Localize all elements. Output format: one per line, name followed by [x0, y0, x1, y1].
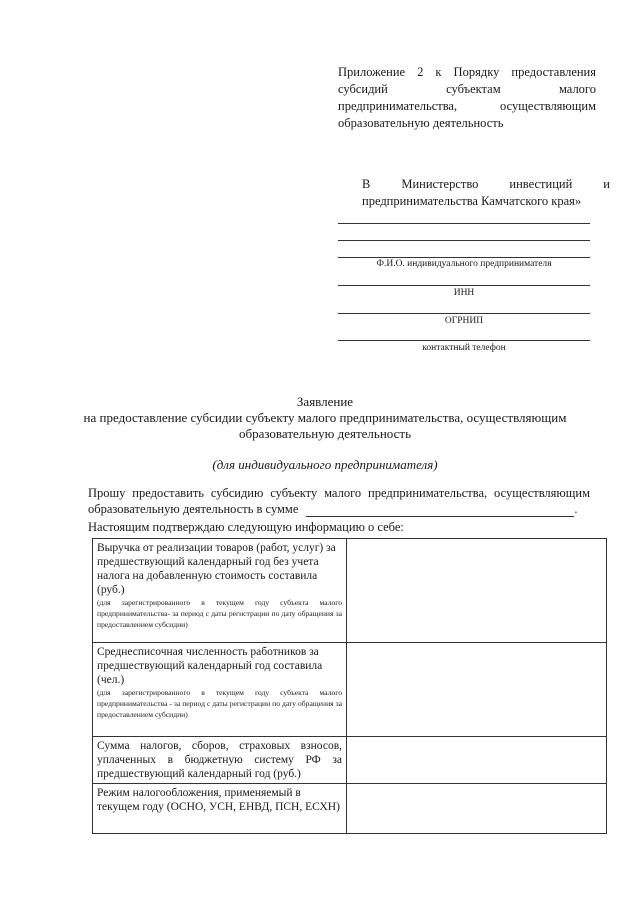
addressee-word: инвестиций	[509, 177, 573, 191]
table-row	[93, 737, 607, 784]
question-text: Выручка от реализации товаров (работ, услуг) за предшествующий календарный год без учета налога на добавленную стоимость составила (руб.)	[97, 542, 336, 596]
request-paragraph	[88, 485, 590, 517]
answer-cell[interactable]	[347, 643, 607, 737]
confirm-text: Настоящим подтверждаю следующую информацию о себе:	[88, 520, 404, 534]
answer-cell[interactable]	[347, 784, 607, 834]
question-cell	[93, 784, 347, 834]
info-table	[92, 538, 607, 834]
ogrnip-caption: ОГРНИП	[444, 316, 484, 326]
question-note: (для зарегистрированного в текущем году субъекта малого предпринимательства- за период с даты регистрации по дату обращения за предоставлением субсидии)	[97, 598, 342, 629]
phone-caption: контактный телефон	[422, 343, 506, 353]
appendix-header	[338, 64, 596, 132]
question-cell	[93, 643, 347, 737]
statement-audience: (для индивидуального предпринимателя)	[212, 457, 438, 472]
question-cell	[93, 539, 347, 643]
answer-cell[interactable]	[347, 539, 607, 643]
table-row	[93, 643, 607, 737]
appendix-line: Приложение 2 к Порядку предоставления	[338, 65, 596, 79]
table-row	[93, 539, 607, 643]
appendix-line: образовательную деятельность	[338, 116, 504, 130]
fio-line-3[interactable]	[338, 257, 590, 258]
statement-title: Заявление	[296, 394, 354, 409]
amount-field[interactable]	[306, 504, 574, 517]
ogrnip-line[interactable]	[338, 313, 590, 314]
appendix-line: субсидий субъектам малого	[338, 82, 596, 96]
addressee-word: и	[603, 177, 610, 191]
statement-subtitle-1: на предоставление субсидии субъекту малого предпринимательства, осуществляющим	[83, 410, 567, 425]
phone-line[interactable]	[338, 340, 590, 341]
request-line-1: Прошу предоставить субсидию субъекту малого предпринимательства, осуществляющим	[88, 486, 590, 500]
inn-line[interactable]	[338, 285, 590, 286]
addressee-block	[362, 176, 610, 210]
question-text: Режим налогообложения, применяемый в текущем году (ОСНО, УСН, ЕНВД, ПСН, ЕСХН)	[97, 787, 340, 813]
table-row	[93, 784, 607, 834]
request-line-2: образовательную деятельность в сумме	[88, 502, 299, 516]
fio-caption: Ф.И.О. индивидуального предпринимателя	[376, 259, 552, 269]
question-text: Среднесписочная численность работников за предшествующий календарный год составила (чел.)	[97, 646, 323, 686]
answer-cell[interactable]	[347, 737, 607, 784]
fio-line-2[interactable]	[338, 240, 590, 241]
statement-subtitle-2: образовательную деятельность	[238, 426, 412, 441]
question-cell	[93, 737, 347, 784]
inn-caption: ИНН	[453, 288, 475, 298]
addressee-line2: предпринимательства Камчатского края»	[362, 194, 582, 208]
addressee-word: Министерство	[401, 177, 479, 191]
addressee-prefix: В	[362, 177, 371, 191]
fio-line-1[interactable]	[338, 223, 590, 224]
question-note: (для зарегистрированного в текущем году субъекта малого предпринимательства - за период с даты регистрации по дату обращения за предоставлением субсидии)	[97, 688, 342, 719]
request-end: .	[574, 502, 578, 516]
appendix-line: предпринимательства, осуществляющим	[338, 99, 596, 113]
question-text: Сумма налогов, сборов, страховых взносов, уплаченных в бюджетную систему РФ за предшествующий календарный год (руб.)	[97, 740, 342, 780]
